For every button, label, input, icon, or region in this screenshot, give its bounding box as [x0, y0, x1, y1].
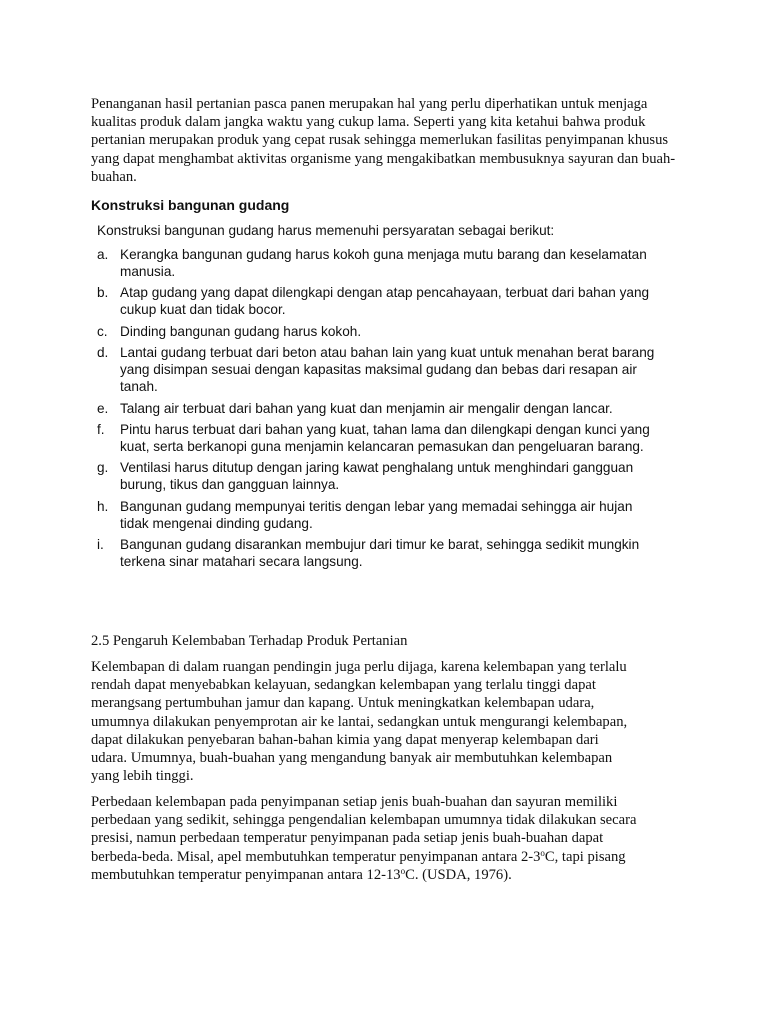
list-item-text: Bangunan gudang mempunyai teritis dengan lebar yang memadai sehingga air hujan tidak mengenai dinding gudang. — [120, 498, 633, 531]
list-item-letter: b. — [97, 285, 109, 301]
list-item — [97, 536, 657, 570]
list-item-text: Lantai gudang terbuat dari beton atau bahan lain yang kuat untuk menahan berat barang yang disimpan sesuai dengan kapasitas maksimal gudang dan bebas dari resapan air tanah. — [120, 345, 655, 395]
list-item-letter: i. — [97, 537, 104, 553]
section-heading: 2.5 Pengaruh Kelembaban Terhadap Produk Pertanian — [91, 633, 408, 649]
list-item-letter: d. — [97, 345, 109, 361]
kelembaban-paragraph-2 — [91, 793, 651, 884]
list-item-text: Ventilasi harus ditutup dengan jaring kawat penghalang untuk menghindari gangguan burung, tikus dan gangguan lainnya. — [120, 460, 634, 493]
list-item-letter: a. — [97, 247, 109, 262]
konstruksi-heading: Konstruksi bangunan gudang — [91, 197, 290, 213]
list-item-text: Bangunan gudang disarankan membujur dari timur ke barat, sehingga sedikit mungkin terkena sinar matahari secara langsung. — [120, 537, 640, 570]
paragraph-text: Perbedaan kelembapan pada penyimpanan setiap jenis buah-buahan dan sayuran memiliki perbedaan yang sedikit, sehingga pengendalian kelembapan umumnya tidak dilakukan secara presisi, namun perbedaan temperatur penyimpanan pada setiap jenis buah-buahan dapat berbeda-beda. Misal, apel membutuhkan temperatur penyimpanan antara 2-3 — [91, 794, 637, 865]
list-item-letter: e. — [97, 400, 109, 416]
paragraph-text: C, tapi pisang membutuhkan temperatur penyimpanan antara 12-13 — [91, 848, 626, 883]
list-item-text: Atap gudang yang dapat dilengkapi dengan atap pencahayaan, terbuat dari bahan yang cukup kuat dan tidak bocor. — [120, 285, 650, 318]
list-item — [97, 421, 657, 455]
list-item — [97, 323, 657, 340]
list-item — [97, 246, 657, 280]
list-item-text: Talang air terbuat dari bahan yang kuat dan menjamin air mengalir dengan lancar. — [120, 400, 613, 416]
list-item-letter: f. — [97, 421, 105, 437]
intro-paragraph: Penanganan hasil pertanian pasca panen merupakan hal yang perlu diperhatikan untuk menjaga kualitas produk dalam jangka waktu yang cukup lama. Seperti yang kita ketahui bahwa produk pertanian merupakan produk yang cepat rusak sehingga memerlukan fasilitas penyimpanan khusus yang dapat menghambat aktivitas organisme yang mengakibatkan membusuknya sayuran dan buah-buahan. — [91, 96, 676, 185]
degree-superscript: o — [400, 865, 406, 876]
list-item — [97, 459, 657, 493]
degree-superscript: o — [540, 847, 545, 858]
list-item-letter: g. — [97, 460, 109, 476]
paragraph-text: C. (USDA, 1976). — [405, 866, 512, 883]
list-item — [97, 284, 657, 318]
requirements-list — [97, 246, 657, 575]
list-item — [97, 498, 657, 532]
list-item-text: Pintu harus terbuat dari bahan yang kuat, tahan lama dan dilengkapi dengan kunci yang kuat, serta berkanopi guna menjamin kelancaran pemasukan dan pengeluaran barang. — [120, 421, 650, 454]
konstruksi-intro: Konstruksi bangunan gudang harus memenuhi persyaratan sebagai berikut: — [97, 223, 555, 238]
kelembaban-paragraph-1: Kelembapan di dalam ruangan pendingin juga perlu dijaga, karena kelembapan yang terlalu rendah dapat menyebabkan kelayuan, sedangkan kelembapan yang terlalu tinggi dapat merangsang pertumbuhan jamur dan kapang. Untuk meningkatkan kelembapan udara, umumnya dilakukan penyemprotan air ke lantai, sedangkan untuk mengurangi kelembapan, dapat dilakukan penyebaran bahan-bahan kimia yang dapat menyerap kelembapan dari udara. Umumnya, buah-buahan yang mengandung banyak air membutuhkan kelembapan yang lebih tinggi. — [91, 659, 628, 785]
list-item-letter: h. — [97, 498, 109, 514]
list-item-letter: c. — [97, 323, 108, 339]
list-item-text: Kerangka bangunan gudang harus kokoh guna menjaga mutu barang dan keselamatan manusia. — [120, 247, 647, 279]
list-item — [97, 344, 657, 395]
list-item-text: Dinding bangunan gudang harus kokoh. — [120, 323, 362, 339]
list-item — [97, 400, 657, 417]
